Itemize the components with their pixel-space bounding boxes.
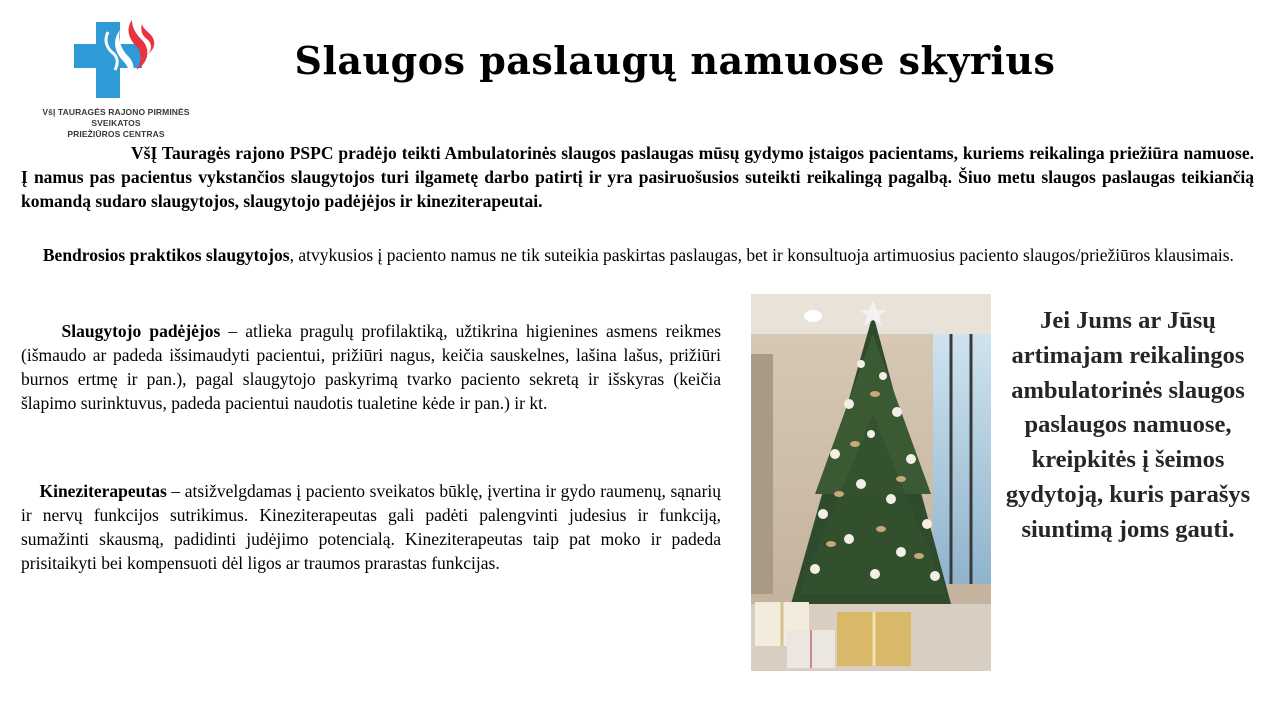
assistants-term: Slaugytojo padėjėjos <box>61 321 221 341</box>
christmas-tree-image <box>751 294 991 671</box>
assistants-paragraph <box>21 319 721 415</box>
intro-text: VšĮ Tauragės rajono PSPC pradėjo teikti Ambulatorinės slaugos paslaugas mūsų gydymo įstaigos pacientams, kuriems reikalinga priežiūra namuose. Į namus pas pacientus vykstančios slaugytojos turi ilgametę darbo patirtį ir yra pasiruošusios suteikti reikalingą pagalbą. Šiuo metu slaugos paslaugas teikiančią komandą sudaro slaugytojos, slaugytojo padėjėjos ir kineziterapeutai. <box>21 143 1254 211</box>
nurses-term: Bendrosios praktikos slaugytojos <box>42 245 290 265</box>
referral-callout: Jei Jums ar Jūsų artimajam reikalingos ambulatorinės slaugos paslaugos namuose, kreipkitės į šeimos gydytoją, kuris parašys siuntimą joms gauti. <box>1005 307 1251 543</box>
physio-paragraph <box>21 479 721 575</box>
nurses-paragraph <box>21 243 1254 267</box>
medical-cross-flame-icon <box>70 18 162 102</box>
christmas-tree-photo <box>751 294 991 671</box>
intro-paragraph <box>21 141 1254 213</box>
page-title: Slaugos paslaugų namuose skyrius <box>294 38 1056 83</box>
logo-caption-line1: VšĮ TAURAGĖS RAJONO PIRMINĖS SVEIKATOS <box>42 107 190 128</box>
nurses-text: , atvykusios į paciento namus ne tik suteikia paskirtas paslaugas, bet ir konsultuoja artimuosius paciento slaugos/priežiūros klausimais. <box>289 245 1234 265</box>
logo-caption <box>22 107 210 140</box>
logo-caption-line2: PRIEŽIŪROS CENTRAS <box>67 129 165 139</box>
physio-text: – atsižvelgdamas į paciento sveikatos būklę, įvertina ir gydo raumenų, sąnarių ir nervų funkcijos sutrikimus. Kineziterapeutas gali padėti palengvinti judesius ir funkciją, sumažinti skausmą, padidinti judėjimo potencialą. Kineziterapeutas taip pat moko ir padeda prisitaikyti bei kompensuoti dėl ligos ar traumos prarastas funkcijas. <box>21 481 722 573</box>
assistants-text: – atlieka pragulų profilaktiką, užtikrina higienines asmens reikmes (išmaudo ar padeda išsimaudyti pacientui, prižiūri nagus, keičia sauskelnes, lašina lašus, prižiūri burnos ertmę ir pan.), pagal slaugytojo paskyrimą tvarko paciento sekretą ir išskyras (keičia šlapimo surinktuvus, padeda pacientui naudotis tualetine kėde ir pan.) ir kt. <box>21 321 722 413</box>
physio-term: Kineziterapeutas <box>39 481 167 501</box>
organization-logo <box>22 18 212 139</box>
